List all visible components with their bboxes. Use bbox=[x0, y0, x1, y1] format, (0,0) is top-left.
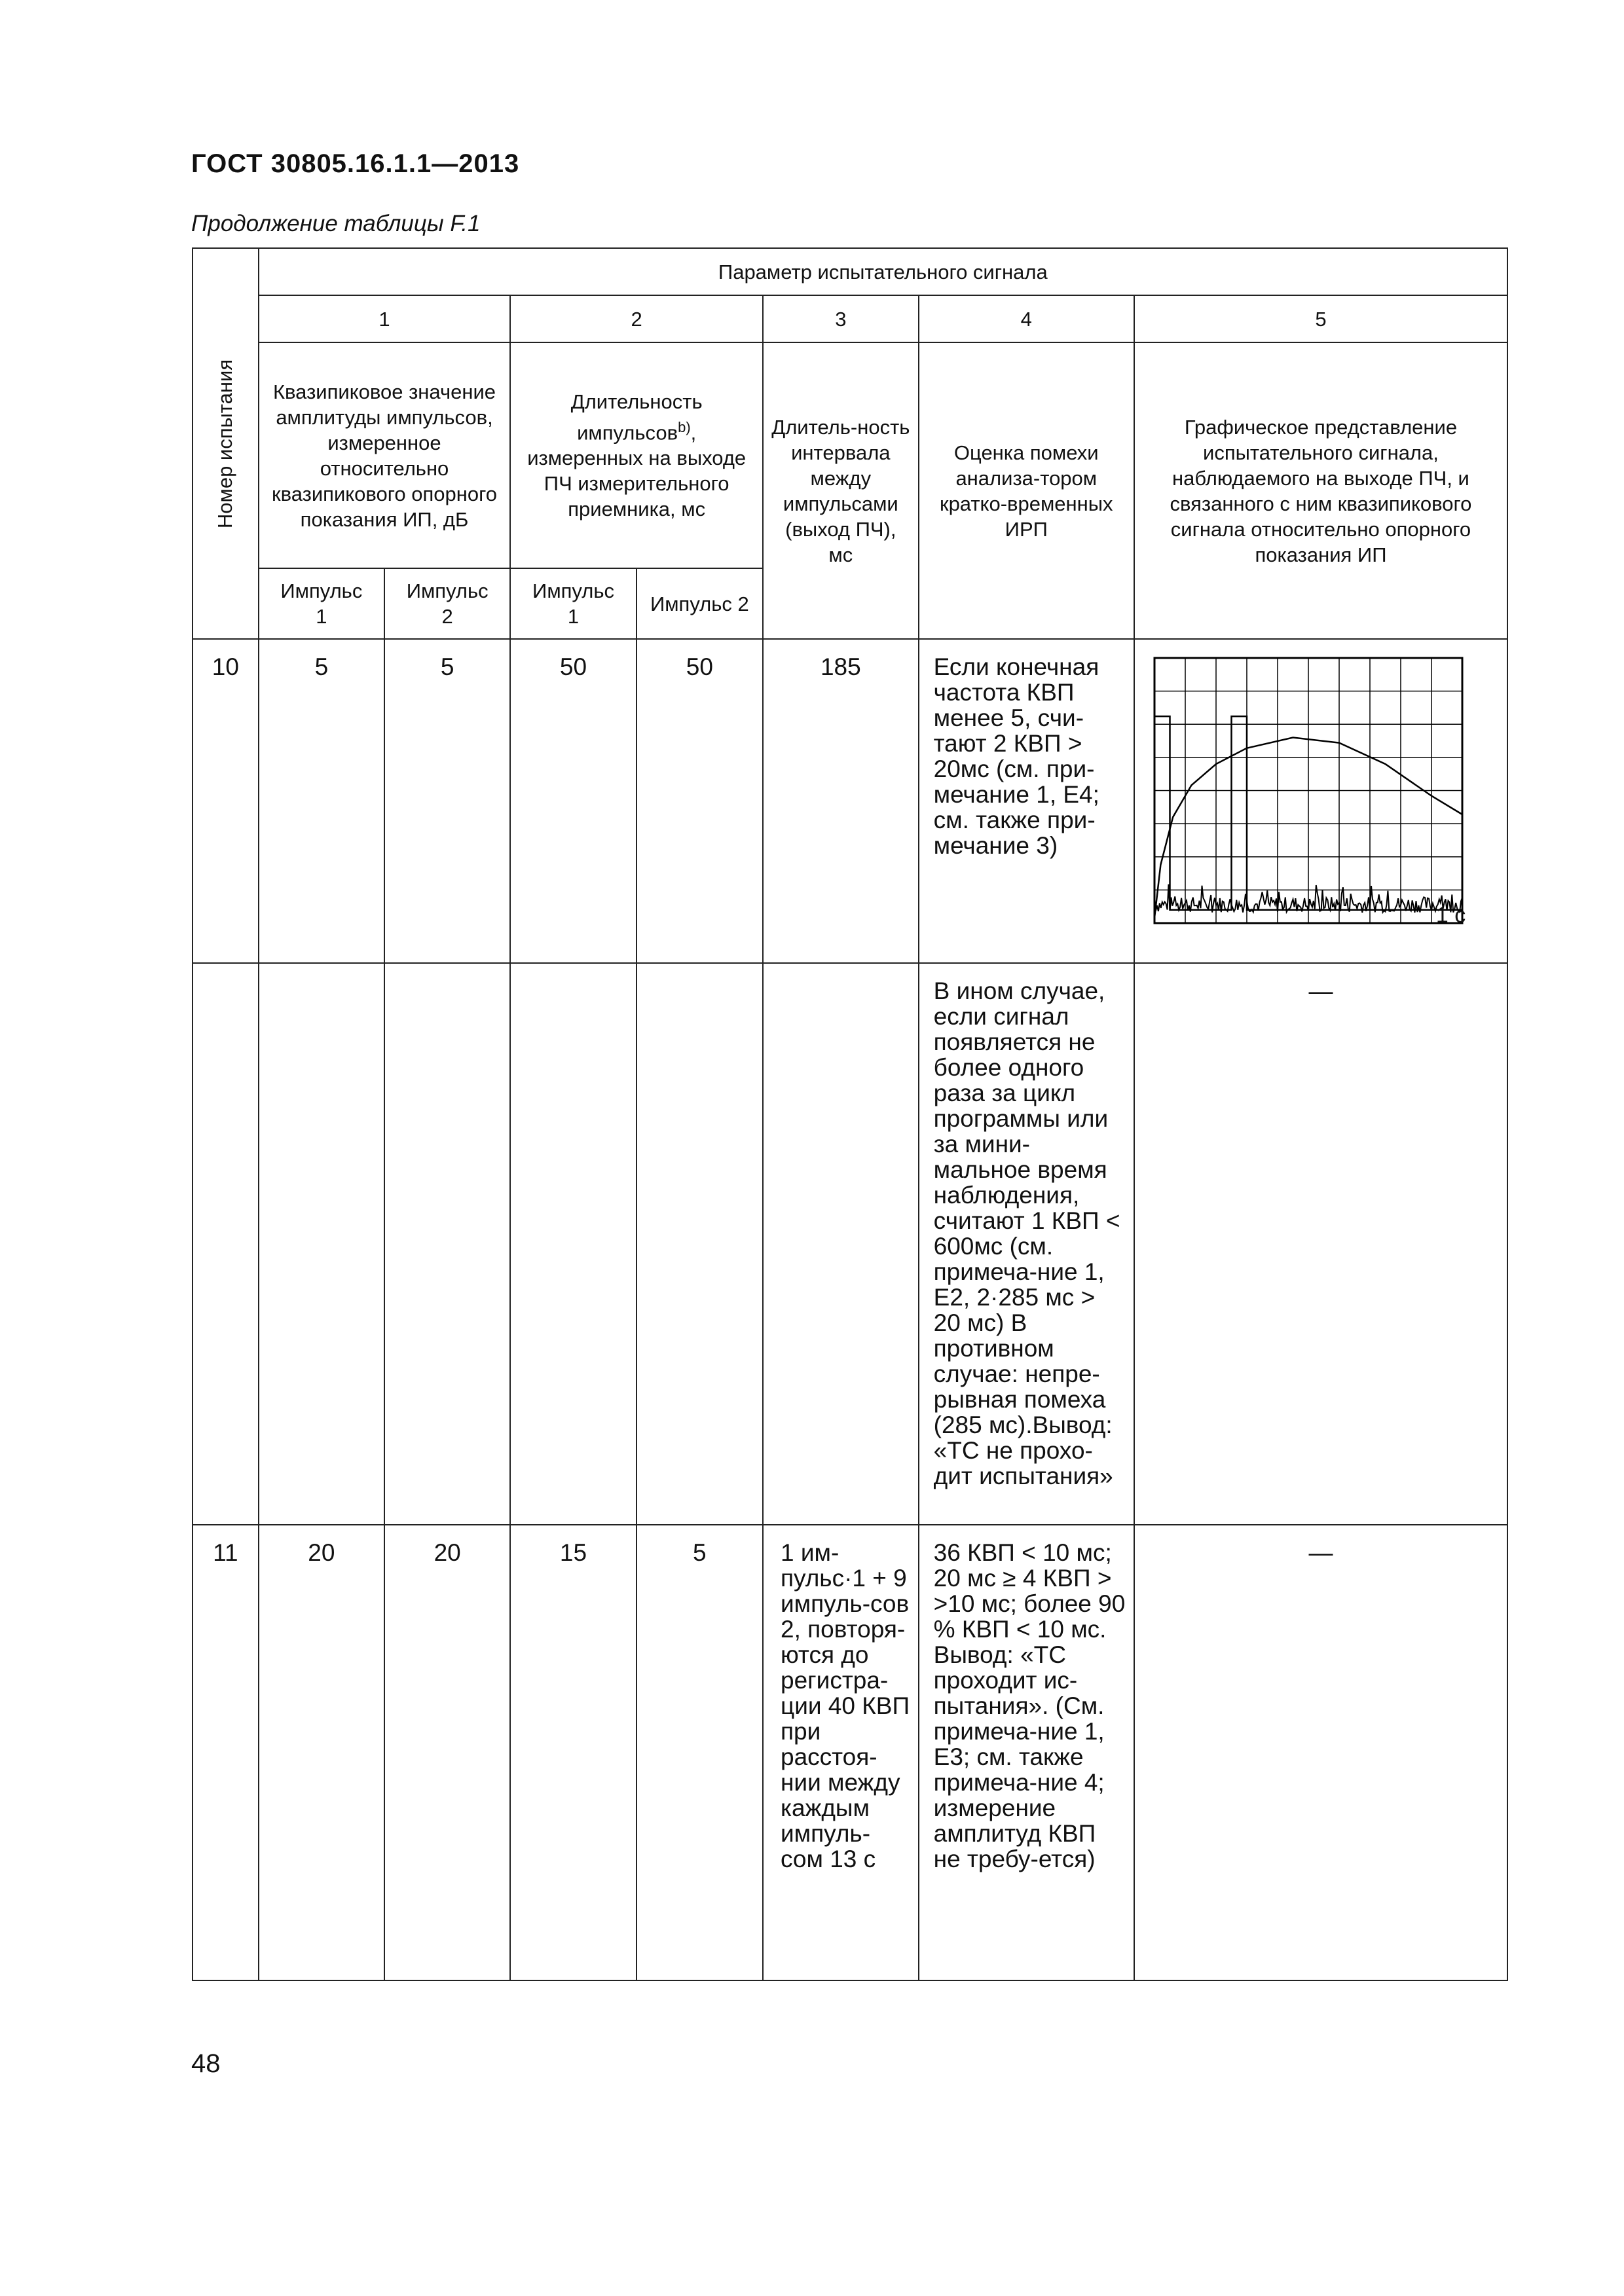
graph-cell bbox=[1134, 639, 1507, 963]
graph-grid bbox=[1154, 658, 1462, 923]
interval: 1 им-пульс·1 + 9 импуль-сов 2, повторя-ются до регистра-ции 40 КВП при расстоя-нии между каждым импуль-сом 13 с bbox=[763, 1525, 919, 1980]
test-table bbox=[192, 247, 1508, 1981]
pulse-2-label: Импульс 2 bbox=[384, 568, 510, 639]
duration-header-rest: , измеренных на выходе ПЧ измерительного приемника, мс bbox=[527, 421, 747, 521]
interval: 185 bbox=[763, 639, 919, 963]
test-number bbox=[193, 963, 259, 1525]
table-row bbox=[193, 963, 1507, 1525]
amplitude-2: 5 bbox=[384, 639, 510, 963]
header-col-1: 1 bbox=[259, 295, 511, 342]
page-number: 48 bbox=[191, 2049, 221, 2078]
duration-header-text: Длительность импульсов bbox=[570, 390, 703, 445]
header-assessment: Оценка помехи анализа-тором кратко-временных ИРП bbox=[919, 342, 1134, 639]
duration-1: 15 bbox=[510, 1525, 636, 1980]
header-duration bbox=[510, 342, 763, 568]
interval bbox=[763, 963, 919, 1525]
assessment: 36 КВП < 10 мс; 20 мс ≥ 4 КВП > >10 мс; более 90 % КВП < 10 мс. Вывод: «ТС проходит ис-пытания». (См. примеча-ние 1, Е3; см. также примеча-ние 4; измерение амплитуд КВП не требу-ется) bbox=[919, 1525, 1134, 1980]
header-col-5: 5 bbox=[1134, 295, 1507, 342]
table-row bbox=[193, 639, 1507, 963]
pulse-1-label: Импульс 1 bbox=[510, 568, 636, 639]
test-number-label: Номер испытания bbox=[213, 359, 237, 528]
test-number: 11 bbox=[193, 1525, 259, 1980]
header-interval: Длитель-ность интервала между импульсами (выход ПЧ), мс bbox=[763, 342, 919, 639]
header-param: Параметр испытательного сигнала bbox=[259, 248, 1507, 295]
amplitude-2: 20 bbox=[384, 1525, 510, 1980]
graph-dash: — bbox=[1134, 1525, 1507, 1980]
duration-header-sup: b) bbox=[678, 418, 691, 435]
table-continuation-caption: Продолжение таблицы F.1 bbox=[191, 211, 481, 236]
header-col-3: 3 bbox=[763, 295, 919, 342]
duration-2 bbox=[637, 963, 763, 1525]
amplitude-1: 5 bbox=[259, 639, 384, 963]
table-row bbox=[193, 1525, 1507, 1980]
amplitude-2 bbox=[384, 963, 510, 1525]
graph-dash: — bbox=[1134, 963, 1507, 1525]
pulse-2-label: Импульс 2 bbox=[637, 568, 763, 639]
assessment: Если конечная частота КВП менее 5, счи-тают 2 КВП > 20мс (см. при-мечание 1, Е4; см. также при-мечание 3) bbox=[919, 639, 1134, 963]
signal-graph bbox=[1153, 657, 1464, 925]
header-amplitude: Квазипиковое значение амплитуды импульсов, измеренное относительно квазипикового опорного показания ИП, дБ bbox=[259, 342, 511, 568]
assessment: В ином случае, если сигнал появляется не более одного раза за цикл программы или за мини-мальное время наблюдения, считают 1 КВП < 600мс (см. примеча-ние 1, Е2, 2·285 мс > 20 мс) В противном случае: непре-рывная помеха (285 мс).Вывод: «ТС не прохо-дит испытания» bbox=[919, 963, 1134, 1525]
duration-2: 50 bbox=[637, 639, 763, 963]
amplitude-1: 20 bbox=[259, 1525, 384, 1980]
header-col-2: 2 bbox=[510, 295, 763, 342]
amplitude-1 bbox=[259, 963, 384, 1525]
duration-1 bbox=[510, 963, 636, 1525]
test-number: 10 bbox=[193, 639, 259, 963]
header-graph: Графическое представление испытательного сигнала, наблюдаемого на выходе ПЧ, и связанного с ним квазипикового сигнала относительно опорного показания ИП bbox=[1134, 342, 1507, 639]
header-test-number bbox=[193, 248, 259, 639]
pulse-1-label: Импульс 1 bbox=[259, 568, 384, 639]
duration-1: 50 bbox=[510, 639, 636, 963]
document-title: ГОСТ 30805.16.1.1—2013 bbox=[191, 149, 520, 178]
graph-x-label: 1 с bbox=[1435, 903, 1466, 928]
header-col-4: 4 bbox=[919, 295, 1134, 342]
duration-2: 5 bbox=[637, 1525, 763, 1980]
